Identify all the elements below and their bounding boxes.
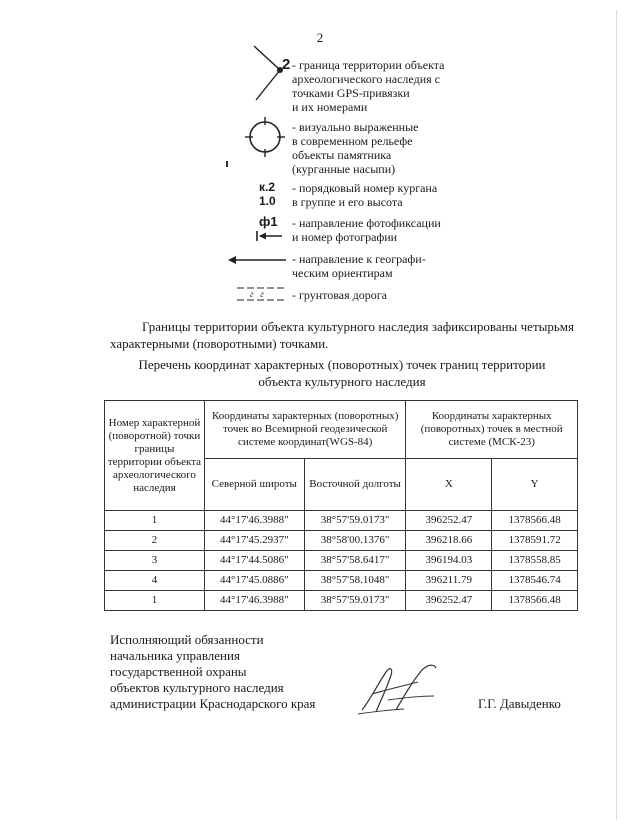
- signature-line: Исполняющий обязанности: [110, 632, 264, 647]
- boundary-point-number: 2: [282, 56, 291, 73]
- geo-arrow-icon: [226, 254, 288, 266]
- cell-lat: 44°17'45.0886": [204, 571, 304, 591]
- legend-mound-text: [292, 120, 418, 176]
- signature-line: администрации Краснодарского края: [110, 696, 316, 711]
- cell-x: 396218.66: [406, 531, 492, 551]
- legend-line: - порядковый номер кургана: [292, 181, 438, 195]
- table-row: [105, 591, 578, 611]
- legend-line: объекты памятника: [292, 148, 392, 162]
- cell-point: 3: [105, 551, 205, 571]
- signature-block: [110, 632, 315, 712]
- legend-line: - визуально выраженные: [292, 120, 419, 134]
- road-symbol-text: г г: [250, 289, 264, 299]
- cell-point: 4: [105, 571, 205, 591]
- cell-x: 396252.47: [406, 591, 492, 611]
- stray-mark: [226, 161, 228, 167]
- signer-name: Г.Г. Давыденко: [478, 696, 561, 711]
- cell-y: 1378566.48: [492, 511, 578, 531]
- table-row: [105, 511, 578, 531]
- cell-y: 1378546.74: [492, 571, 578, 591]
- cell-lat: 44°17'44.5086": [204, 551, 304, 571]
- legend-line: - грунтовая дорога: [292, 288, 387, 302]
- header-msk: Координаты характерных (поворотных) точек в местной системе (МСК-23): [406, 401, 578, 459]
- legend-line: в современном рельефе: [292, 134, 413, 148]
- header-y: Y: [492, 459, 578, 511]
- table-row: [105, 551, 578, 571]
- cell-lon: 38°57'59.0173": [304, 511, 406, 531]
- cell-x: 396252.47: [406, 511, 492, 531]
- signature-line: государственной охраны: [110, 664, 247, 679]
- photo-label: ф1: [259, 214, 278, 229]
- table-row: [105, 531, 578, 551]
- heading-line: объекта культурного наследия: [258, 374, 426, 389]
- table-row: [105, 571, 578, 591]
- cell-lat: 44°17'46.3988": [204, 511, 304, 531]
- signature-line: объектов культурного наследия: [110, 680, 284, 695]
- header-x: X: [406, 459, 492, 511]
- cell-point: 1: [105, 591, 205, 611]
- cell-x: 396194.03: [406, 551, 492, 571]
- cell-lat: 44°17'46.3988": [204, 591, 304, 611]
- heading-line: Перечень координат характерных (поворотных) точек границ территории: [138, 357, 546, 372]
- legend-mound-number-text: [292, 181, 437, 209]
- boundary-paragraph: Границы территории объекта культурного наследия зафиксированы четырьмя характерными (поворотными) точками.: [110, 319, 574, 351]
- legend-line: - граница территории объекта: [292, 58, 445, 72]
- coordinates-heading: [110, 356, 574, 390]
- header-point-number: Номер характерной (поворотной) точки границы территории объекта археологического наследия: [105, 401, 205, 511]
- legend-line: точками GPS-привязки: [292, 86, 410, 100]
- legend-line: в группе и его высота: [292, 195, 403, 209]
- table-header-row: [105, 401, 578, 459]
- legend-line: (курганные насыпи): [292, 162, 396, 176]
- legend-geo-text: [292, 252, 426, 280]
- handwritten-signature: [352, 660, 452, 720]
- legend-road-text: [292, 288, 387, 302]
- cell-lon: 38°57'58.6417": [304, 551, 406, 571]
- coordinates-table: [104, 400, 578, 611]
- header-wgs: Координаты характерных (поворотных) точек во Всемирной геодезической системе координат(WGS-84): [204, 401, 406, 459]
- scan-edge-line: [616, 10, 617, 820]
- cell-y: 1378566.48: [492, 591, 578, 611]
- header-north: Северной широты: [204, 459, 304, 511]
- mound-number-label: к.2: [259, 180, 276, 194]
- legend-boundary-text: [292, 58, 444, 114]
- header-east: Восточной долготы: [304, 459, 406, 511]
- cell-lon: 38°57'58.1048": [304, 571, 406, 591]
- legend-line: - направление фотофиксации: [292, 216, 441, 230]
- page-number: 2: [316, 30, 324, 45]
- cell-y: 1378591.72: [492, 531, 578, 551]
- cell-point: 2: [105, 531, 205, 551]
- cell-y: 1378558.85: [492, 551, 578, 571]
- mound-height-label: 1.0: [259, 194, 276, 208]
- mound-circle-icon: [244, 116, 286, 158]
- boundary-line-icon: [250, 42, 290, 104]
- cell-x: 396211.79: [406, 571, 492, 591]
- legend-line: и их номерами: [292, 100, 368, 114]
- legend-line: и номер фотографии: [292, 230, 398, 244]
- legend-line: - направление к географи-: [292, 252, 426, 266]
- legend-photo-text: [292, 216, 441, 244]
- cell-point: 1: [105, 511, 205, 531]
- cell-lat: 44°17'45.2937": [204, 531, 304, 551]
- photo-arrow-icon: [254, 230, 284, 242]
- legend-line: ческим ориентирам: [292, 266, 393, 280]
- cell-lon: 38°57'59.0173": [304, 591, 406, 611]
- cell-lon: 38°58'00.1376": [304, 531, 406, 551]
- legend-line: археологического наследия с: [292, 72, 440, 86]
- signature-line: начальника управления: [110, 648, 240, 663]
